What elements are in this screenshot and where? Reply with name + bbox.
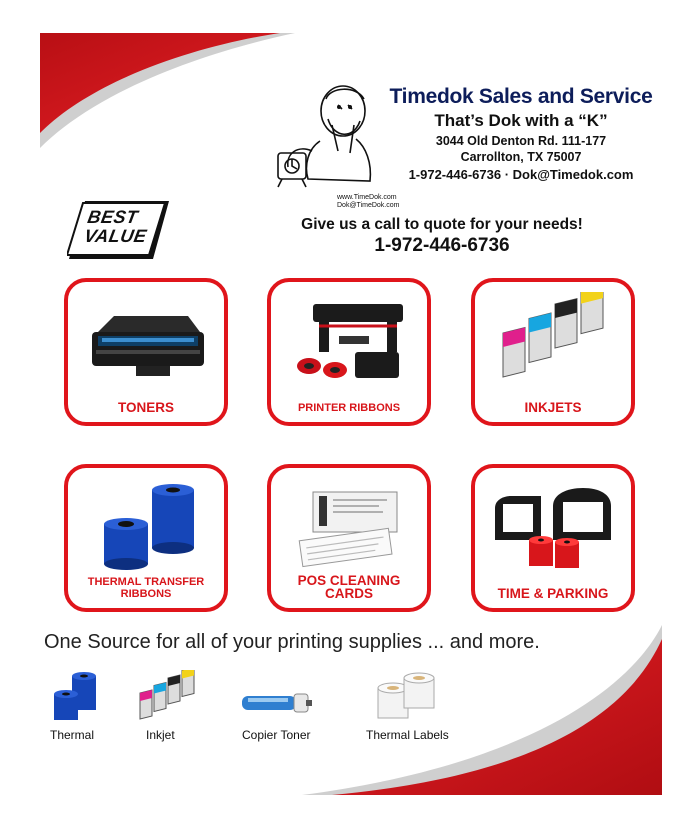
logo-contact — [337, 194, 399, 210]
printer-ribbon-icon — [279, 292, 419, 392]
inkjet-icon — [136, 670, 202, 724]
tile-label-pos-cleaning — [271, 574, 427, 600]
product-tile-time-parking[interactable] — [471, 464, 635, 612]
mini-item-thermal[interactable] — [46, 670, 106, 742]
product-tile-pos-cleaning-cards[interactable] — [267, 464, 431, 612]
cleaning-cards-icon — [279, 478, 419, 578]
tile-label-toners: TONERS — [117, 400, 174, 415]
company-name: Timedok Sales and Service — [389, 85, 653, 108]
slogan: One Source for all of your printing supplies ... and more. — [44, 631, 540, 653]
company-info — [380, 85, 662, 182]
thermal-labels-icon — [366, 670, 446, 724]
tile-label-printer-ribbons: PRINTER RIBBONS — [297, 402, 401, 414]
time-parking-ribbon-icon — [483, 478, 623, 578]
tile-label-thermal-line-1: THERMAL TRANSFER — [87, 576, 205, 588]
company-tagline: That’s Dok with a “K” — [434, 111, 608, 130]
thermal-roll-icon — [46, 670, 106, 724]
call-to-action — [269, 216, 615, 257]
mini-label-copier-toner: Copier Toner — [242, 728, 311, 742]
mini-item-copier-toner[interactable] — [238, 670, 318, 742]
thermal-ribbon-icon — [76, 478, 216, 578]
mini-label-thermal-labels: Thermal Labels — [366, 728, 449, 742]
product-tile-toners[interactable] — [64, 278, 228, 426]
call-prompt: Give us a call to quote for your needs! — [301, 216, 583, 233]
tile-label-thermal-line-2: RIBBONS — [120, 588, 172, 600]
product-tile-printer-ribbons[interactable] — [267, 278, 431, 426]
mini-item-thermal-labels[interactable] — [366, 670, 449, 742]
toner-cartridge-icon — [76, 292, 216, 392]
address-line-1: 3044 Old Denton Rd. 111-177 — [435, 134, 607, 148]
tile-label-inkjets: INKJETS — [524, 400, 582, 415]
flyer — [40, 33, 662, 795]
tile-label-pos-line-2: CARDS — [324, 586, 373, 601]
timedok-logo-icon — [268, 81, 386, 193]
badge-line-1: BEST — [86, 207, 140, 227]
tile-label-pos-line-1: POS CLEANING — [297, 573, 401, 588]
inkjet-cartridges-icon — [483, 292, 623, 392]
tile-label-thermal-transfer — [68, 576, 224, 600]
copier-toner-icon — [238, 670, 318, 724]
phone-number[interactable]: 1-972-446-6736 — [374, 235, 510, 256]
mini-label-inkjet: Inkjet — [146, 728, 175, 742]
product-tile-inkjets[interactable] — [471, 278, 635, 426]
contact-line[interactable]: 1-972-446-6736 · Dok@Timedok.com — [408, 167, 634, 182]
logo-email: Dok@TimeDok.com — [337, 202, 400, 209]
mini-label-thermal: Thermal — [50, 728, 95, 742]
address-line-2: Carrollton, TX 75007 — [460, 150, 582, 164]
mini-item-inkjet[interactable] — [136, 670, 202, 742]
tile-label-time-parking: TIME & PARKING — [497, 586, 609, 601]
red-swoosh-top — [40, 33, 300, 153]
product-tile-thermal-transfer-ribbons[interactable] — [64, 464, 228, 612]
best-value-text — [83, 208, 152, 246]
badge-line-2: VALUE — [82, 226, 149, 246]
logo-website: www.TimeDok.com — [337, 194, 397, 201]
